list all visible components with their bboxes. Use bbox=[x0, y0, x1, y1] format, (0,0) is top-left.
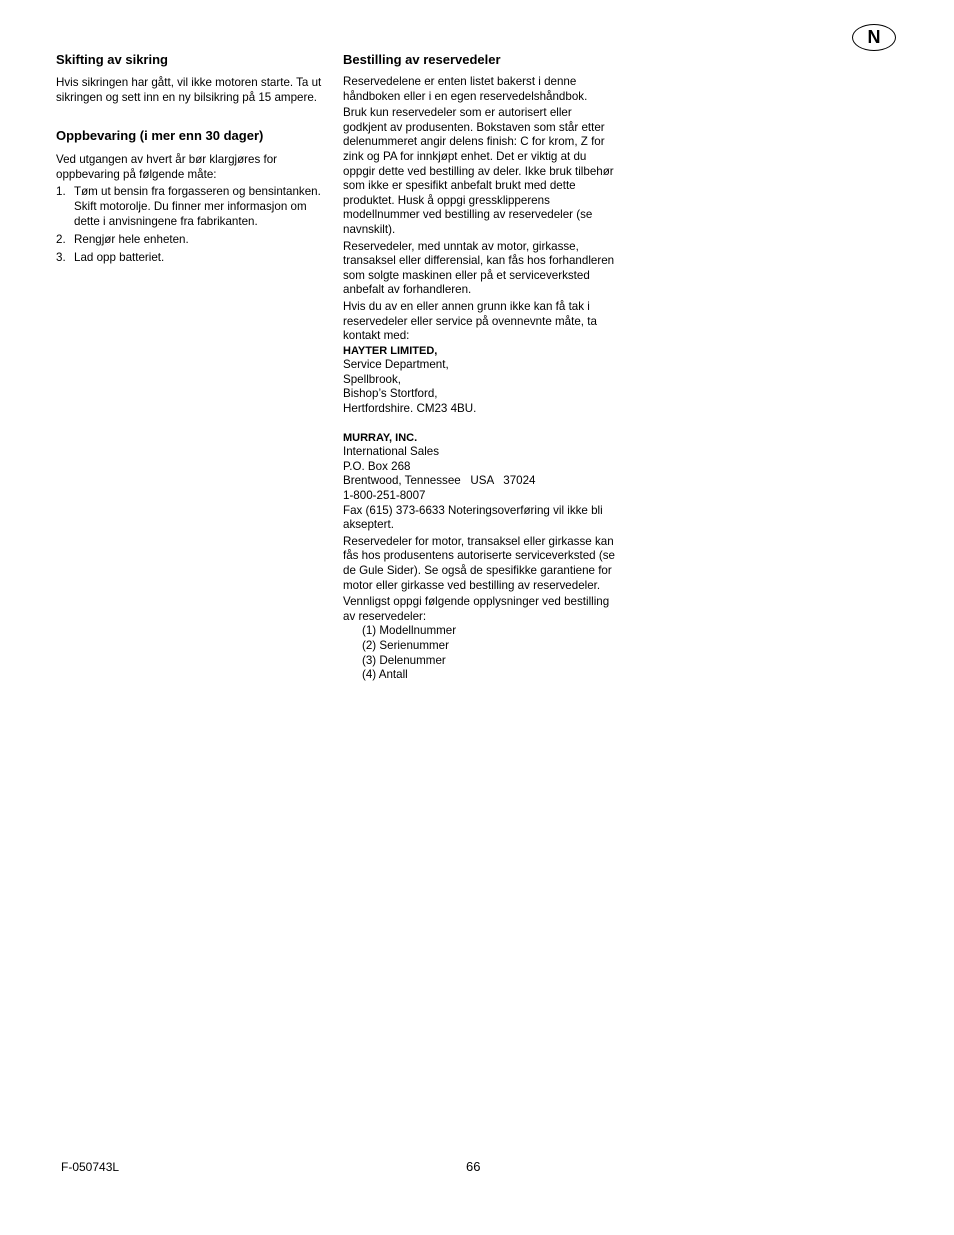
list-item bbox=[56, 251, 326, 266]
language-badge: N bbox=[852, 24, 896, 51]
address-line: International Sales bbox=[343, 445, 440, 459]
step-text: Rengjør hele enheten. bbox=[74, 232, 189, 246]
fuse-paragraph: Hvis sikringen har gått, vil ikke motoren starte. Ta ut sikringen og sett inn en ny bilsikring på 15 ampere. bbox=[56, 76, 322, 104]
list-item: (3) Delenummer bbox=[362, 653, 446, 667]
order-info-list bbox=[343, 624, 615, 682]
company-name: HAYTER LIMITED, bbox=[343, 344, 438, 357]
storage-intro: Ved utgangen av hvert år bør klargjøres for oppbevaring på følgende måte: bbox=[56, 153, 278, 181]
section-title-parts: Bestilling av reservedeler bbox=[343, 52, 501, 67]
right-column bbox=[343, 52, 615, 683]
parts-paragraph-3: Reservedeler, med unntak av motor, girkasse, transaksel eller differensial, kan fås hos forhandleren som solgte maskinen eller på et serviceverksted anbefalt av forhandleren. bbox=[343, 239, 615, 297]
step-text: Tøm ut bensin fra forgasseren og bensintanken. Skift motorolje. Du finner mer informasjon om dette i anvisningene fra fabrikanten. bbox=[74, 185, 321, 228]
address-line: Brentwood, Tennessee USA 37024 bbox=[343, 474, 536, 488]
list-item: (4) Antall bbox=[362, 668, 408, 682]
document-code: F-050743L bbox=[61, 1160, 120, 1174]
address-line: Hertfordshire. CM23 4BU. bbox=[343, 402, 477, 416]
step-text: Lad opp batteriet. bbox=[74, 250, 165, 264]
company-name: MURRAY, INC. bbox=[343, 431, 418, 444]
storage-steps bbox=[56, 185, 326, 265]
list-item bbox=[56, 185, 326, 229]
address-line: 1-800-251-8007 bbox=[343, 489, 426, 503]
murray-address bbox=[343, 431, 615, 533]
address-line: Bishop’s Stortford, bbox=[343, 387, 438, 401]
section-title-fuse: Skifting av sikring bbox=[56, 52, 168, 67]
address-line: Service Department, bbox=[343, 358, 449, 372]
section-title-storage: Oppbevaring (i mer enn 30 dager) bbox=[56, 128, 264, 144]
step-number: 3. bbox=[56, 250, 66, 264]
list-item bbox=[56, 233, 326, 248]
parts-paragraph-1: Reservedelene er enten listet bakerst i denne håndboken eller i en egen reservedelshåndbok. bbox=[343, 75, 588, 103]
parts-paragraph-5: Reservedeler for motor, transaksel eller girkasse kan fås hos produsentens autoriserte serviceverksted (se de Gule Sider). Se også de spesifikke garantiene for motor eller girkasse ved bestilling av reservedeler. bbox=[343, 534, 615, 592]
address-line: Spellbrook, bbox=[343, 372, 402, 386]
list-item: (2) Serienummer bbox=[362, 638, 449, 652]
list-item: (1) Modellnummer bbox=[362, 624, 457, 638]
parts-paragraph-4: Hvis du av en eller annen grunn ikke kan få tak i reservedeler eller service på ovennevnte måte, ta kontakt med: bbox=[343, 299, 597, 343]
address-line: P.O. Box 268 bbox=[343, 459, 411, 473]
step-number: 1. bbox=[56, 185, 66, 199]
step-number: 2. bbox=[56, 232, 66, 246]
address-line: Fax (615) 373-6633 Noteringsoverføring vil ikke bli akseptert. bbox=[343, 503, 603, 532]
hayter-address bbox=[343, 344, 615, 417]
page-number: 66 bbox=[466, 1159, 481, 1174]
left-column bbox=[56, 52, 326, 269]
parts-paragraph-2: Bruk kun reservedeler som er autorisert eller godkjent av produsenten. Bokstaven som står etter delenummeret angir delens finish: C for krom, Z for zink og PA for innkjøpt enhet. Det er viktig at du oppgir dette ved bestilling av deler. Ikke bruk tilbehør som ikke er spesifikt anbefalt brukt med dette produktet. Husk å oppgi gressklipperens modellnummer ved bestilling av reservedeler (se navnskilt). bbox=[343, 106, 614, 236]
parts-paragraph-6: Vennligst oppgi følgende opplysninger ved bestilling av reservedeler: bbox=[343, 595, 610, 623]
